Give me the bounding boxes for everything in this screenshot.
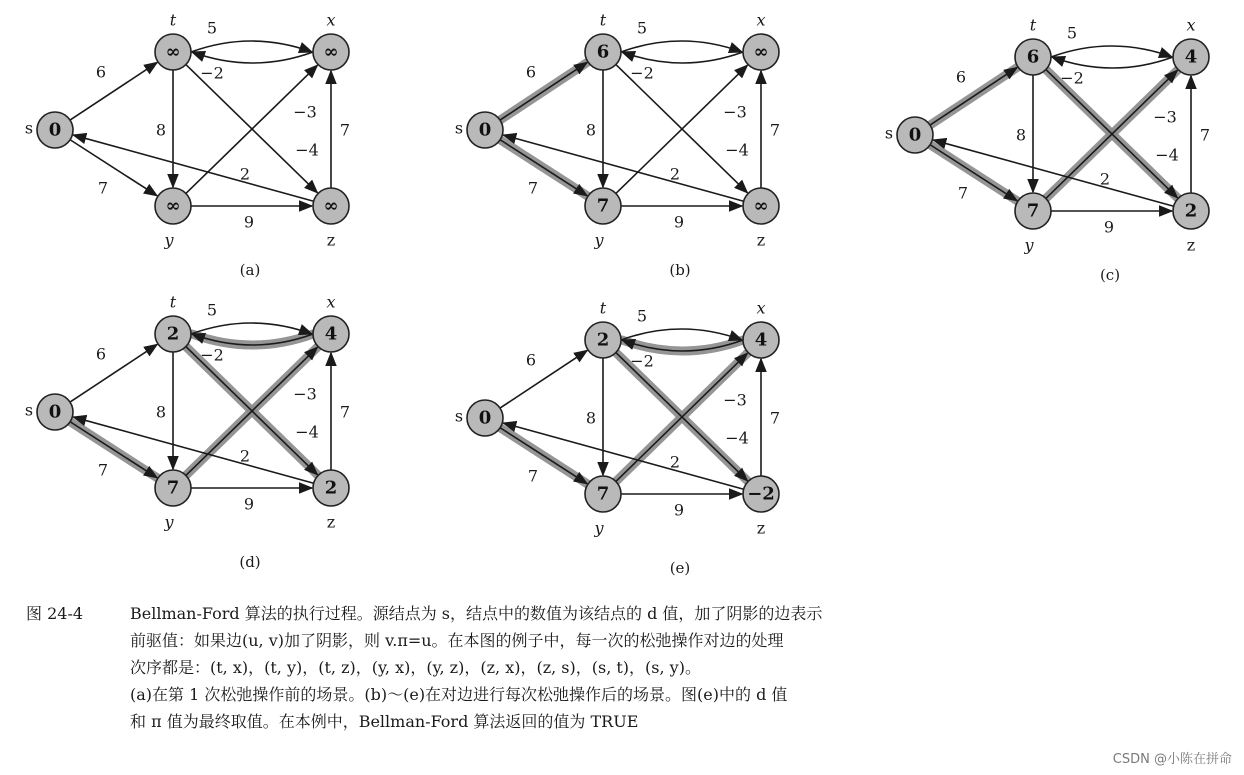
- panel-4-vertex-name-y: y: [594, 518, 604, 538]
- panel-3-vertex-name-y: y: [164, 512, 174, 532]
- caption-line-2: 前驱值：如果边(u, v)加了阴影，则 v.π=u。在本图的例子中，每一次的松弛操作对边的处理: [130, 631, 784, 650]
- panel-4-weight-t-y: 8: [585, 408, 597, 428]
- panel-2-vertex-name-x: x: [1186, 15, 1196, 35]
- panel-1-weight-t-z: −4: [725, 140, 749, 160]
- panel-1-node-y-value: 7: [596, 195, 610, 217]
- panel-2-node-s-value: 0: [908, 124, 922, 146]
- panel-3-weight-z-s: 2: [239, 446, 251, 466]
- panel-0-node-z-value: ∞: [323, 195, 339, 217]
- panel-1-node-t-value: 6: [596, 41, 610, 63]
- panel-3-vertex-name-s: s: [24, 400, 34, 420]
- panel-1-weight-y-z: 9: [673, 212, 685, 232]
- panel-1-label: (b): [669, 261, 691, 279]
- panel-0-weight-z-x: 7: [339, 120, 351, 140]
- panel-3-node-y-value: 7: [166, 477, 180, 499]
- panel-3-weight-y-z: 9: [243, 494, 255, 514]
- panel-4-node-y-value: 7: [596, 483, 610, 505]
- panel-1-node-x: [743, 34, 779, 70]
- panel-4-weight-s-y: 7: [527, 466, 539, 486]
- panel-2-weight-t-x: 5: [1066, 23, 1078, 43]
- panel-1-edge-s-t: [500, 62, 587, 120]
- panel-3-weight-t-y: 8: [155, 402, 167, 422]
- panel-4-weight-s-t: 6: [525, 350, 537, 370]
- panel-3: [25, 293, 350, 572]
- panel-4-node-s-value: 0: [478, 407, 492, 429]
- panel-3-node-s: [37, 394, 73, 430]
- panel-2-edge-x-t: [1052, 57, 1173, 68]
- panel-1-vertex-name-y: y: [594, 230, 604, 250]
- panel-3-edge-s-y: [70, 422, 157, 478]
- panel-0-vertex-name-t: t: [169, 10, 177, 30]
- panel-4-weight-y-x: −3: [723, 390, 747, 410]
- panel-0-weight-t-z: −4: [295, 140, 319, 160]
- panel-4-node-x-value: 4: [754, 329, 768, 351]
- panel-1-vertex-name-z: z: [756, 230, 766, 250]
- panel-2-node-t-value: 6: [1026, 46, 1040, 68]
- panel-2-vertex-name-s: s: [884, 123, 894, 143]
- panel-3-node-x-value: 4: [324, 323, 338, 345]
- panel-3-vertex-name-z: z: [326, 512, 336, 532]
- panel-4-weight-x-t: −2: [630, 351, 654, 371]
- caption-line-4: (a)在第 1 次松弛操作前的场景。(b)～(e)在对边进行每次松弛操作后的场景。图(e)中的 d 值: [130, 685, 788, 704]
- panel-2-weight-s-y: 7: [957, 183, 969, 203]
- panel-1-node-x-value: ∞: [753, 41, 769, 63]
- panel-1-edge-t-x: [621, 41, 742, 52]
- panel-1-weight-t-x: 5: [636, 18, 648, 38]
- figure-number: 图 24-4: [26, 604, 84, 623]
- panel-0-node-x-value: ∞: [323, 41, 339, 63]
- panel-1-node-s-value: 0: [478, 119, 492, 141]
- panel-1-weight-y-x: −3: [723, 102, 747, 122]
- panel-2-node-y: [1015, 193, 1051, 229]
- panel-0-node-t: [155, 34, 191, 70]
- panel-0-node-z: [313, 188, 349, 224]
- watermark: CSDN @小陈在拼命: [1112, 752, 1232, 767]
- panel-1-node-z-value: ∞: [753, 195, 769, 217]
- panel-0-edge-s-y: [70, 140, 157, 196]
- panel-2-weight-s-t: 6: [955, 67, 967, 87]
- panel-3-weight-s-t: 6: [95, 344, 107, 364]
- panel-2-weight-y-x: −3: [1153, 107, 1177, 127]
- panel-0-weight-z-s: 2: [239, 164, 251, 184]
- panel-2-node-z: [1173, 193, 1209, 229]
- panel-2-node-z-value: 2: [1184, 200, 1198, 222]
- panel-4-node-t-value: 2: [596, 329, 610, 351]
- panel-0-weight-t-y: 8: [155, 120, 167, 140]
- panel-4-vertex-name-x: x: [756, 298, 766, 318]
- panel-0-vertex-name-x: x: [326, 10, 336, 30]
- panel-1: [455, 11, 780, 280]
- panel-4-node-y: [585, 476, 621, 512]
- panel-4: [455, 299, 780, 578]
- panel-4-edge-s-t: [500, 350, 587, 408]
- panel-4-node-t: [585, 322, 621, 358]
- panel-4-edge-t-x: [621, 329, 742, 340]
- panel-0-edge-x-t: [192, 52, 313, 63]
- panel-3-weight-z-x: 7: [339, 402, 351, 422]
- panel-4-node-x: [743, 322, 779, 358]
- panel-2-node-x: [1173, 39, 1209, 75]
- panel-4-weight-t-x: 5: [636, 306, 648, 326]
- panel-1-edge-s-y: [500, 140, 587, 196]
- panel-0-node-t-value: ∞: [165, 41, 181, 63]
- panel-3-node-t-value: 2: [166, 323, 180, 345]
- panel-1-weight-z-s: 2: [669, 164, 681, 184]
- panel-1-edge-x-t: [622, 52, 743, 63]
- panel-3-node-t: [155, 316, 191, 352]
- panel-2-edge-s-t: [930, 67, 1017, 125]
- panel-0-node-s-value: 0: [48, 119, 62, 141]
- panel-2-weight-t-z: −4: [1155, 145, 1179, 165]
- panel-2-vertex-name-y: y: [1024, 235, 1034, 255]
- panel-0-weight-y-z: 9: [243, 212, 255, 232]
- panel-2-node-y-value: 7: [1026, 200, 1040, 222]
- panel-0-node-x: [313, 34, 349, 70]
- panel-4-node-z: [743, 476, 779, 512]
- caption-lines: [130, 600, 1236, 735]
- panel-0-label: (a): [239, 261, 261, 279]
- panel-0-edge-s-t: [70, 62, 157, 120]
- panel-1-weight-s-t: 6: [525, 62, 537, 82]
- panel-3-edge-t-x: [191, 323, 312, 334]
- panel-4-edge-s-y: [500, 428, 587, 484]
- panel-3-vertex-name-x: x: [326, 292, 336, 312]
- panel-1-weight-s-y: 7: [527, 178, 539, 198]
- panel-3-label: (d): [239, 553, 261, 571]
- panel-0-weight-x-t: −2: [200, 63, 224, 83]
- panel-1-weight-z-x: 7: [769, 120, 781, 140]
- panel-0-weight-s-t: 6: [95, 62, 107, 82]
- panel-0-weight-s-y: 7: [97, 178, 109, 198]
- panel-4-weight-z-x: 7: [769, 408, 781, 428]
- panel-3-weight-x-t: −2: [200, 345, 224, 365]
- panel-1-node-t: [585, 34, 621, 70]
- panel-0-edge-t-x: [191, 41, 312, 52]
- panel-4-vertex-name-s: s: [454, 406, 464, 426]
- panel-0-node-y: [155, 188, 191, 224]
- panel-1-vertex-name-s: s: [454, 118, 464, 138]
- panel-2: [885, 16, 1210, 285]
- panel-0: [25, 11, 350, 280]
- panel-3-vertex-name-t: t: [169, 292, 177, 312]
- panel-3-weight-t-x: 5: [206, 300, 218, 320]
- panel-1-weight-t-y: 8: [585, 120, 597, 140]
- panel-2-weight-y-z: 9: [1103, 217, 1115, 237]
- panel-4-node-s: [467, 400, 503, 436]
- panel-3-weight-s-y: 7: [97, 460, 109, 480]
- panel-1-node-z: [743, 188, 779, 224]
- panel-4-vertex-name-t: t: [599, 298, 607, 318]
- panel-4-weight-y-z: 9: [673, 500, 685, 520]
- panel-0-node-y-value: ∞: [165, 195, 181, 217]
- panel-2-weight-z-x: 7: [1199, 125, 1211, 145]
- panel-0-edge-z-s: [73, 135, 313, 201]
- caption-line-5: 和 π 值为最终取值。在本例中，Bellman-Ford 算法返回的值为 TRUE: [130, 712, 639, 731]
- panel-1-node-y: [585, 188, 621, 224]
- panel-2-weight-z-s: 2: [1099, 169, 1111, 189]
- panel-3-node-z: [313, 470, 349, 506]
- panel-3-edge-s-t: [70, 344, 157, 402]
- panel-0-node-s: [37, 112, 73, 148]
- panel-4-weight-t-z: −4: [725, 428, 749, 448]
- caption-line-1: Bellman-Ford 算法的执行过程。源结点为 s，结点中的数值为该结点的 d 值，加了阴影的边表示: [130, 604, 823, 623]
- panel-4-node-z-value: −2: [747, 483, 775, 505]
- panel-3-node-y: [155, 470, 191, 506]
- panel-2-node-t: [1015, 39, 1051, 75]
- panel-3-node-x: [313, 316, 349, 352]
- panel-0-vertex-name-z: z: [326, 230, 336, 250]
- panel-2-vertex-name-z: z: [1186, 235, 1196, 255]
- panel-4-label: (e): [669, 559, 691, 577]
- panel-2-label: (c): [1099, 266, 1121, 284]
- caption-line-3: 次序都是：(t, x)，(t, y)，(t, z)，(y, x)，(y, z)，(z, x)，(z, s)，(s, t)，(s, y)。: [130, 658, 701, 677]
- panel-3-weight-t-z: −4: [295, 422, 319, 442]
- panel-2-node-x-value: 4: [1184, 46, 1198, 68]
- panel-2-node-s: [897, 117, 933, 153]
- panel-4-weight-z-s: 2: [669, 452, 681, 472]
- panel-1-node-s: [467, 112, 503, 148]
- panel-3-node-s-value: 0: [48, 401, 62, 423]
- panel-0-vertex-name-y: y: [164, 230, 174, 250]
- panel-2-vertex-name-t: t: [1029, 15, 1037, 35]
- panel-0-vertex-name-s: s: [24, 118, 34, 138]
- panel-2-edge-s-y: [930, 145, 1017, 201]
- panel-1-vertex-name-t: t: [599, 10, 607, 30]
- panel-3-node-z-value: 2: [324, 477, 338, 499]
- figure-caption: [26, 600, 1236, 735]
- panel-2-weight-t-y: 8: [1015, 125, 1027, 145]
- panel-3-weight-y-x: −3: [293, 384, 317, 404]
- panel-0-weight-y-x: −3: [293, 102, 317, 122]
- panel-4-vertex-name-z: z: [756, 518, 766, 538]
- panel-1-weight-x-t: −2: [630, 63, 654, 83]
- panel-2-edge-t-x: [1051, 46, 1172, 57]
- panel-2-weight-x-t: −2: [1060, 68, 1084, 88]
- panel-0-weight-t-x: 5: [206, 18, 218, 38]
- panel-1-vertex-name-x: x: [756, 10, 766, 30]
